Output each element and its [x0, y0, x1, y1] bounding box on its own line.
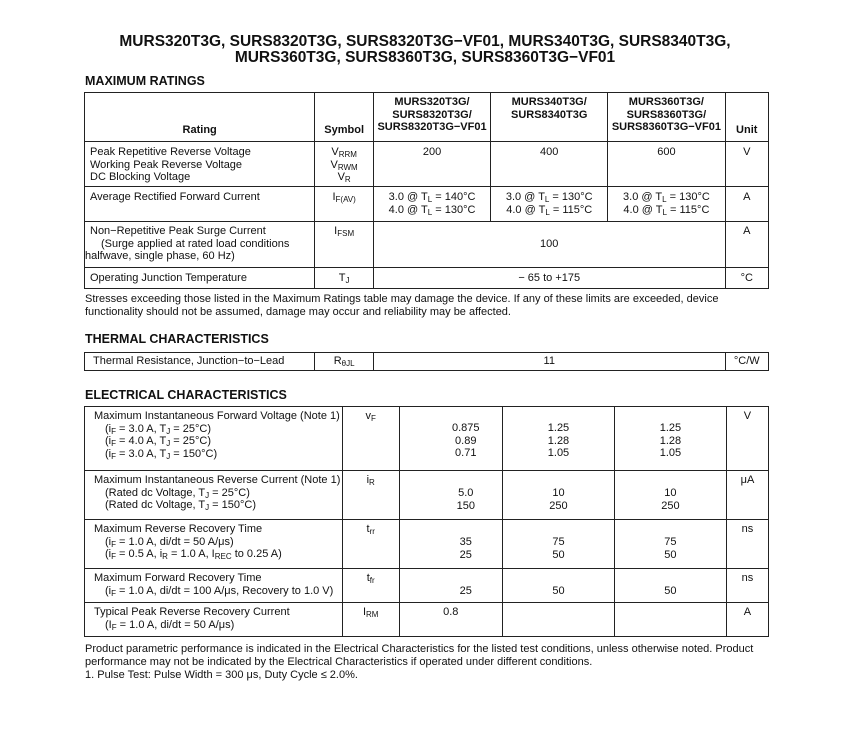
ir-row	[85, 471, 769, 520]
irm-symbol: $I_{RM}$	[342, 603, 399, 637]
electrical-heading: ELECTRICAL CHARACTERISTICS	[85, 388, 287, 402]
ir-values-320: 5.0 150	[399, 471, 502, 520]
current-value-320: 3.0 @ $T_L = 140^\circ C$ 4.0 @ $T_L = 130^\circ C$	[373, 187, 490, 222]
title-line-1: MURS320T3G, SURS8320T3G, SURS8320T3G−VF01, MURS340T3G, SURS8340T3G,	[119, 33, 731, 50]
vf-cond: ($i_F = 4.0$ A, $T_J = 25^\circ C$)	[105, 435, 212, 448]
trr-symbol: $t_{rr}$	[342, 520, 399, 569]
ir-values-340: 10 250	[503, 471, 615, 520]
temp-label: Operating Junction Temperature	[85, 268, 315, 289]
vf-cond: ($i_F = 3.0$ A, $T_J = 150^\circ C$)	[105, 447, 218, 461]
vf-values-360: 1.25 1.28 1.05	[614, 407, 726, 471]
col1-header	[373, 93, 490, 142]
vf-symbol: $v_F$	[342, 407, 399, 471]
max-ratings-note: Stresses exceeding those listed in the Maximum Ratings table may damage the device. If any of these limits are exceeded, device functionality should not be assumed, damage may occur and reliability may be affected.	[85, 293, 719, 318]
vf-values-340: 1.25 1.28 1.05	[503, 407, 615, 471]
rating-header: Rating	[85, 93, 315, 142]
tfr-label: Maximum Forward Recovery Time	[94, 572, 262, 584]
irm-value-320: 0.8	[399, 603, 502, 637]
temp-row	[85, 268, 769, 289]
voltage-labels	[85, 142, 315, 187]
thermal-value: 11	[373, 353, 725, 371]
unit-header: Unit	[725, 93, 769, 142]
tj-symbol: $T_J$	[315, 268, 374, 289]
vrrm-symbol: $V_{RRM}$	[331, 146, 357, 159]
irm-unit: A	[726, 603, 768, 637]
thermal-label: Thermal Resistance, Junction−to−Lead	[85, 353, 315, 371]
current-value-340: 3.0 @ $T_L = 130^\circ C$ 4.0 @ $T_L = 115^\circ C$	[491, 187, 608, 222]
footnote: 1. Pulse Test: Pulse Width = 300 μs, Duty Cycle ≤ 2.0%.	[85, 669, 358, 681]
trr-values-340: 75 50	[503, 520, 615, 569]
document-title	[0, 34, 850, 66]
ifsm-symbol: $I_{FSM}$	[315, 222, 374, 268]
max-ratings-table	[84, 92, 769, 289]
tfr-cond: ($i_F = 1.0$ A, di/dt = 100 A/μs, Recovery to 1.0 V)	[105, 584, 334, 598]
vf-values-320: 0.875 0.89 0.71	[399, 407, 502, 471]
voltage-unit: V	[725, 142, 769, 187]
ir-cond: (Rated dc Voltage, $T_J = 150^\circ C$)	[105, 499, 256, 512]
voltage-row	[85, 142, 769, 187]
voltage-value-340: 400	[491, 142, 608, 187]
vf-labels	[85, 407, 343, 471]
trr-values-360: 75 50	[614, 520, 726, 569]
irm-label: Typical Peak Reverse Recovery Current	[94, 606, 290, 618]
irm-row	[85, 603, 769, 637]
irm-value-360	[614, 603, 726, 637]
voltage-label: DC Blocking Voltage	[90, 171, 191, 183]
current-unit: A	[725, 187, 769, 222]
vr-symbol: $V_R$	[337, 171, 351, 184]
ir-label: Maximum Instantaneous Reverse Current (Note 1)	[94, 474, 341, 486]
thermal-table	[84, 352, 769, 371]
irm-labels	[85, 603, 343, 637]
col2-header	[491, 93, 608, 142]
surge-label: (Surge applied at rated load conditions	[101, 237, 290, 250]
symbol-header: Symbol	[315, 93, 374, 142]
col1-header-line: MURS320T3G/	[394, 96, 470, 108]
col2-header-line: SURS8340T3G	[511, 108, 588, 121]
trr-row	[85, 520, 769, 569]
surge-label: halfwave, single phase, 60 Hz)	[85, 250, 235, 262]
temp-value: − 65 to +175	[373, 268, 725, 289]
vrwm-symbol: $V_{RWM}$	[330, 158, 358, 172]
surge-unit: A	[725, 222, 769, 268]
tfr-labels	[85, 569, 343, 603]
trr-values-320: 35 25	[399, 520, 502, 569]
tfr-row	[85, 569, 769, 603]
title-line-2: MURS360T3G, SURS8360T3G, SURS8360T3G−VF01	[234, 49, 616, 66]
thermal-unit: °C/W	[725, 353, 768, 371]
electrical-note: Product parametric performance is indicated in the Electrical Characteristics for the listed test conditions, unless otherwise noted. Product performance may not be indicated by the Electrical Characteristics if operated under different conditions.	[85, 643, 754, 668]
voltage-value-360: 600	[608, 142, 725, 187]
col1-header-line: SURS8320T3G−VF01	[377, 121, 487, 133]
col3-header-line: SURS8360T3G/	[626, 108, 707, 121]
ir-unit: μA	[726, 471, 768, 520]
tfr-value-320: 25	[399, 569, 502, 603]
col2-header-line: MURS340T3G/	[511, 96, 587, 108]
vf-row	[85, 407, 769, 471]
current-label: Average Rectified Forward Current	[85, 187, 315, 222]
col3-header-line: SURS8360T3G−VF01	[611, 121, 721, 133]
max-ratings-header-row	[85, 93, 769, 142]
trr-labels	[85, 520, 343, 569]
trr-cond: ($i_F = 1.0$ A, di/dt = 50 A/μs)	[105, 535, 234, 549]
voltage-symbols	[315, 142, 374, 187]
tfr-unit: ns	[726, 569, 768, 603]
voltage-value-320: 200	[373, 142, 490, 187]
max-ratings-heading: MAXIMUM RATINGS	[85, 74, 205, 88]
vf-unit: V	[726, 407, 768, 471]
thermal-heading: THERMAL CHARACTERISTICS	[85, 332, 269, 346]
surge-labels	[85, 222, 315, 268]
col3-header	[608, 93, 725, 142]
current-value-360: 3.0 @ $T_L = 130^\circ C$ 4.0 @ $T_L = 115^\circ C$	[608, 187, 725, 222]
surge-row	[85, 222, 769, 268]
irm-cond: ($I_F = 1.0$ A, di/dt = 50 A/μs)	[105, 618, 235, 632]
ir-values-360: 10 250	[614, 471, 726, 520]
surge-label: Non−Repetitive Peak Surge Current	[90, 225, 266, 237]
voltage-label: Peak Repetitive Reverse Voltage	[90, 146, 251, 158]
col1-header-line: SURS8320T3G/	[392, 108, 472, 121]
trr-unit: ns	[726, 520, 768, 569]
vf-label: Maximum Instantaneous Forward Voltage (Note 1)	[94, 410, 340, 422]
ir-cond: (Rated dc Voltage, $T_J = 25^\circ C$)	[105, 486, 250, 500]
surge-value: 100	[373, 222, 725, 268]
tfr-value-340: 50	[503, 569, 615, 603]
tfr-symbol: $t_{fr}$	[342, 569, 399, 603]
ir-labels	[85, 471, 343, 520]
vf-cond: ($i_F = 3.0$ A, $T_J = 25^\circ C$)	[105, 422, 212, 436]
irm-value-340	[503, 603, 615, 637]
electrical-table	[84, 406, 769, 637]
tfr-value-360: 50	[614, 569, 726, 603]
col3-header-line: MURS360T3G/	[628, 96, 704, 108]
rthjl-symbol: $R_{\theta JL}$	[315, 353, 374, 371]
trr-cond: ($i_F = 0.5$ A, $i_R = 1.0$ A, $I_{REC}$ to 0.25 A)	[105, 548, 282, 561]
current-row	[85, 187, 769, 222]
thermal-row	[85, 353, 769, 371]
voltage-label: Working Peak Reverse Voltage	[90, 158, 243, 171]
ir-symbol: $i_R$	[342, 471, 399, 520]
ifav-symbol: $I_{F(AV)}$	[315, 187, 374, 222]
temp-unit: °C	[725, 268, 769, 289]
trr-label: Maximum Reverse Recovery Time	[94, 523, 263, 535]
